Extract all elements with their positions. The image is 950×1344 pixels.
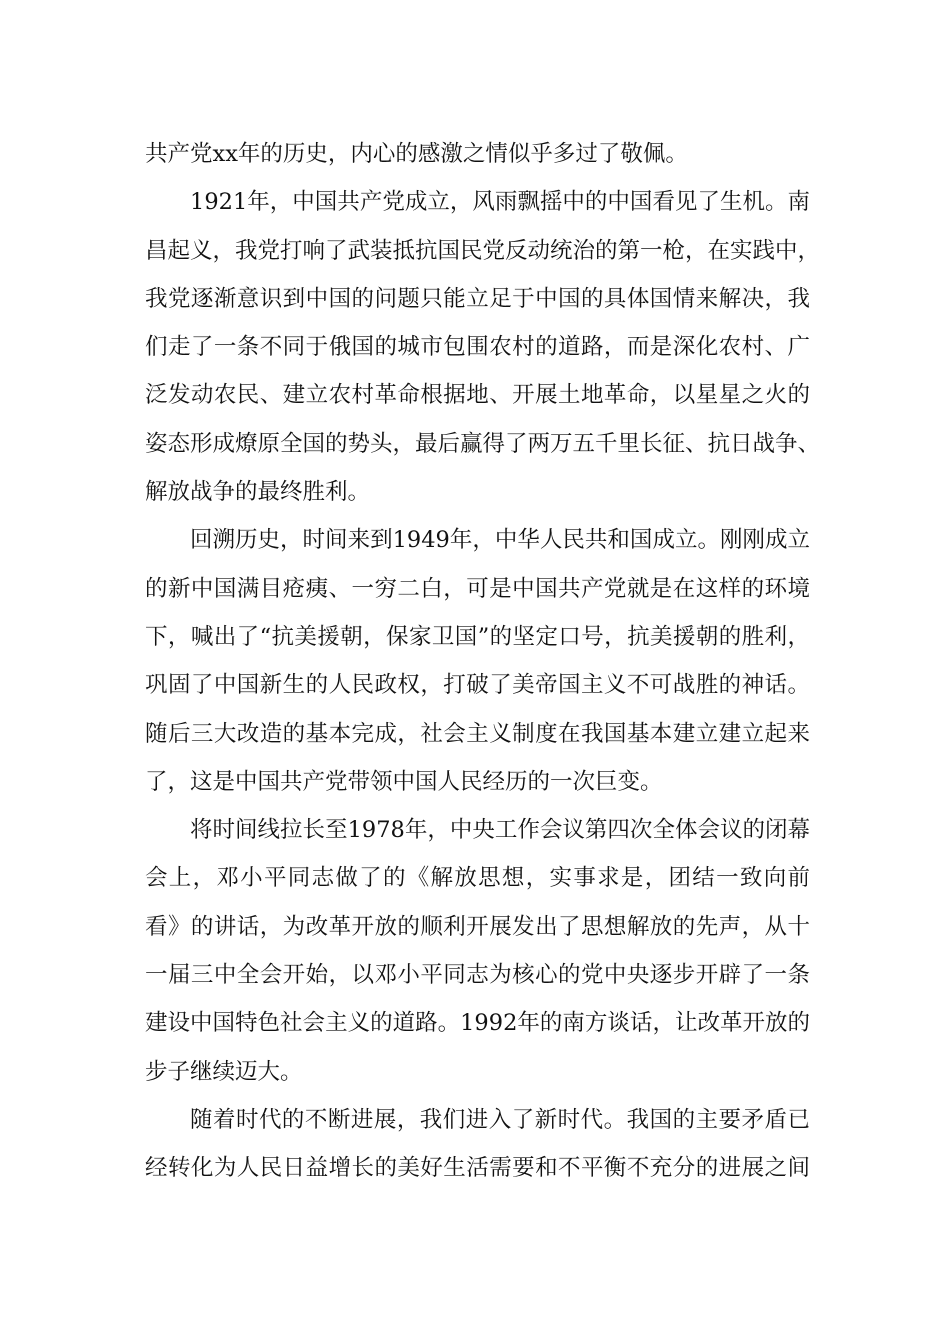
text-line: 昌起义，我党打响了武装抵抗国民党反动统治的第一枪，在实践中， (145, 237, 821, 264)
paragraph (145, 1096, 810, 1193)
text-line: 将时间线拉长至1978年，中央工作会议第四次全体会议的闭幕 (190, 817, 810, 844)
paragraph (145, 178, 821, 516)
text-line: 共产党xx年的历史，内心的感激之情似乎多过了敬佩。 (145, 141, 688, 167)
text-line: 会上，邓小平同志做了的《解放思想，实事求是，团结一致向前 (145, 865, 810, 892)
text-line: 看》的讲话，为改革开放的顺利开展发出了思想解放的先声，从十 (145, 913, 810, 940)
document-body (145, 130, 821, 1193)
paragraph (145, 806, 810, 1096)
text-line: 解放战争的最终胜利。 (145, 479, 371, 506)
text-line: 下，喊出了“抗美援朝，保家卫国”的坚定口号，抗美援朝的胜利， (145, 623, 810, 650)
text-line: 泛发动农民、建立农村革命根据地、开展土地革命，以星星之火的 (145, 382, 810, 409)
text-line: 一届三中全会开始，以邓小平同志为核心的党中央逐步开辟了一条 (145, 962, 810, 989)
text-line: 经转化为人民日益增长的美好生活需要和不平衡不充分的进展之间 (145, 1155, 810, 1182)
text-line: 步子继续迈大。 (145, 1058, 303, 1085)
text-line: 的新中国满目疮痍、一穷二白，可是中国共产党就是在这样的环境 (145, 575, 810, 602)
paragraph (145, 516, 810, 806)
text-line: 建设中国特色社会主义的道路。1992年的南方谈话，让改革开放的 (145, 1010, 810, 1037)
text-line: 了，这是中国共产党带领中国人民经历的一次巨变。 (145, 768, 663, 795)
text-line: 回溯历史，时间来到1949年，中华人民共和国成立。刚刚成立 (190, 527, 810, 554)
text-line: 姿态形成燎原全国的势头，最后赢得了两万五千里长征、抗日战争、 (145, 430, 821, 457)
text-line: 巩固了中国新生的人民政权，打破了美帝国主义不可战胜的神话。 (145, 672, 810, 699)
text-line: 们走了一条不同于俄国的城市包围农村的道路，而是深化农村、广 (145, 334, 810, 361)
text-line: 随后三大改造的基本完成，社会主义制度在我国基本建立建立起来 (145, 720, 810, 747)
paragraph (145, 130, 810, 178)
text-line: 我党逐渐意识到中国的问题只能立足于中国的具体国情来解决，我 (145, 285, 810, 312)
text-line: 随着时代的不断进展，我们进入了新时代。我国的主要矛盾已 (190, 1106, 810, 1133)
text-line: 1921年，中国共产党成立，风雨飘摇中的中国看见了生机。南 (190, 189, 810, 216)
